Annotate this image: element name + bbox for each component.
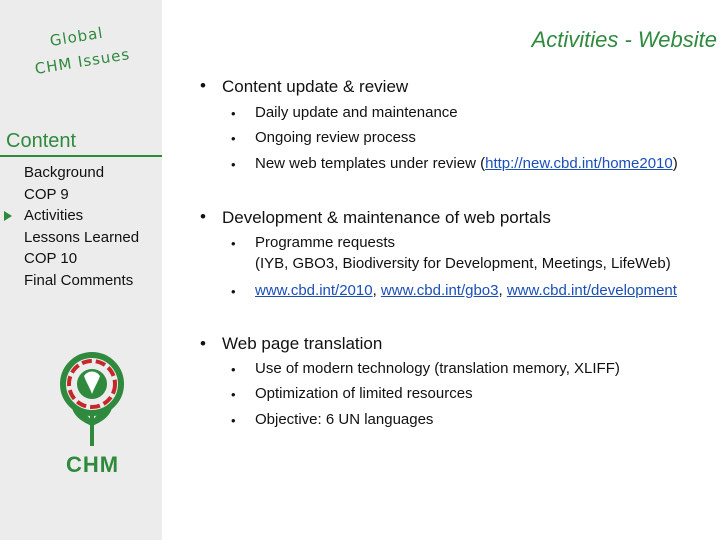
bullet-dot: • [200, 76, 206, 95]
bullet-dot: • [200, 334, 206, 353]
sub-item-modern-technology: Use of modern technology (translation memory, XLIFF) [255, 360, 620, 377]
sub-item-portal-links: www.cbd.int/2010, www.cbd.int/gbo3, www.cbd.int/development [255, 282, 677, 299]
bullet-dot: • [200, 207, 206, 226]
sub-item-programme-requests: Programme requests [255, 234, 396, 251]
bullet-content-update: Content update & review [222, 77, 409, 96]
bullet-web-portals: Development & maintenance of web portals [222, 208, 551, 227]
sub-item-un-languages: Objective: 6 UN languages [255, 411, 434, 428]
logo-line-2: CHM Issues [33, 45, 132, 78]
paren-close: ) [672, 155, 678, 172]
sub-item-optimization: Optimization of limited resources [255, 385, 473, 402]
section-divider [0, 155, 162, 157]
sub-bullet-dot: • [231, 413, 236, 428]
slide-title: Activities - Website [531, 27, 717, 52]
logo-line-1: Global [48, 23, 105, 50]
chm-brand-label: CHM [66, 452, 120, 477]
bullet-web-translation: Web page translation [222, 334, 383, 353]
chm-emblem-icon [54, 350, 130, 448]
sub-item-review-process: Ongoing review process [255, 129, 416, 146]
sub-item-web-templates: New web templates under review (http://new.cbd.int/home2010) [255, 155, 678, 172]
sidebar-item-lessons-learned[interactable]: Lessons Learned [24, 228, 140, 246]
sub-bullet-dot: • [231, 284, 236, 299]
sub-bullet-dot: • [231, 387, 236, 402]
link-cbd-gbo3[interactable]: www.cbd.int/gbo3 [380, 282, 499, 299]
sidebar-item-cop10[interactable]: COP 10 [24, 250, 78, 268]
sidebar-item-cop9[interactable]: COP 9 [24, 185, 69, 203]
link-new-cbd-home[interactable]: http://new.cbd.int/home2010 [485, 155, 673, 172]
sidebar-item-activities[interactable]: Activities [24, 207, 84, 225]
link-cbd-2010[interactable]: www.cbd.int/2010 [255, 282, 373, 299]
sub-item-daily-update: Daily update and maintenance [255, 104, 458, 121]
sidebar-item-background[interactable]: Background [24, 164, 105, 181]
sub-bullet-dot: • [231, 131, 236, 146]
sidebar-nav [24, 162, 139, 292]
sub-bullet-dot: • [231, 236, 236, 251]
sub-bullet-dot: • [231, 362, 236, 377]
paren-open: ( [480, 155, 486, 172]
current-item-pointer-icon [4, 211, 12, 221]
sub-bullet-dot: • [231, 157, 236, 172]
link-cbd-development[interactable]: www.cbd.int/development [506, 282, 677, 299]
sub-bullet-dot: • [231, 106, 236, 121]
sidebar-section-title: Content [6, 130, 77, 152]
sidebar-item-final-comments[interactable]: Final Comments [24, 271, 134, 289]
sub-item-programme-list: (IYB, GBO3, Biodiversity for Development, Meetings, LifeWeb) [255, 255, 671, 272]
